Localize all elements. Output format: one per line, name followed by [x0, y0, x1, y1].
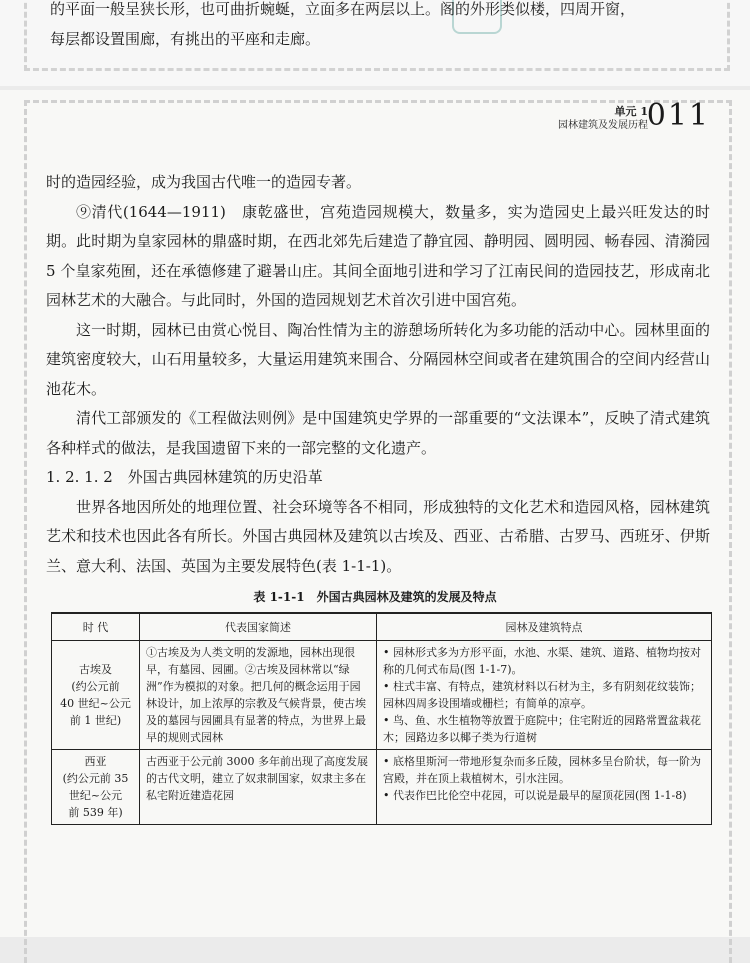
previous-page-strip [0, 0, 750, 86]
running-header [548, 104, 648, 133]
table-header-era: 时 代 [52, 613, 140, 641]
table-cell-era [52, 641, 140, 750]
era-line: (约公元前 [71, 680, 120, 693]
era-line: 世纪~公元 [68, 789, 123, 802]
table-cell-countries: 古西亚于公元前 3000 多年前出现了高度发展的古代文明，建立了奴隶制国家，奴隶主多在私宅附近建造花园 [140, 750, 377, 825]
feature-item: • 鸟、鱼、水生植物等放置于庭院中；住宅附近的园路常置盆栽花木；园路边多以椰子类为行道树 [383, 714, 701, 744]
feature-item: • 柱式丰富、有特点，建筑材料以石材为主，多有阴刻花纹装饰；园林四周多设围墙或栅栏；有简单的凉亭。 [383, 680, 701, 710]
unit-title: 园林建筑及发展历程 [558, 120, 648, 131]
table-cell-features [377, 750, 712, 825]
body-text [46, 168, 710, 581]
era-line: 前 1 世纪) [69, 714, 122, 727]
features-table [51, 612, 712, 825]
table-cell-features [377, 641, 712, 750]
table-header-countries: 代表国家简述 [140, 613, 377, 641]
era-line: 古埃及 [79, 663, 112, 676]
previous-page-line: 每层都设置围廊，有挑出的平座和走廊。 [50, 30, 321, 48]
era-line: 40 世纪~公元 [60, 697, 131, 710]
previous-page-text [50, 0, 740, 54]
paragraph: ⑨清代(1644—1911) 康乾盛世，宫苑造园规模大，数量多，实为造园史上最兴旺发达的时期。此时期为皇家园林的鼎盛时期，在西北郊先后建造了静宜园、静明园、圆明园、畅春园、清漪园 5 个皇家苑囿，还在承德修建了避暑山庄。其间全面地引进和学习了江南民间的造园技艺，形成南北园林艺术的大融合。与此同时，外国的造园规划艺术首次引进中国宫苑。 [46, 202, 710, 309]
feature-item: • 代表作巴比伦空中花园，可以说是最早的屋顶花园(图 1-1-8) [383, 789, 687, 802]
paragraph-continuation: 时的造园经验，成为我国古代唯一的造园专著。 [46, 173, 362, 191]
table-cell-era [52, 750, 140, 825]
table-cell-countries: ①古埃及为人类文明的发源地，园林出现很早，有墓园、园圃。②古埃及园林常以“绿洲”作为模拟的对象。把几何的概念运用于园林设计，加上浓厚的宗教及气候背景，使古埃及的墓园与园圃具有显著的特点，为世界上最早的规则式园林 [140, 641, 377, 750]
era-line: (约公元前 35 [62, 772, 129, 785]
paragraph: 世界各地因所处的地理位置、社会环境等各不相同，形成独特的文化艺术和造园风格，园林建筑艺术和技术也因此各有所长。外国古典园林及建筑以古埃及、西亚、古希腊、古罗马、西班牙、伊斯兰、意大利、法国、英国为主要发展特色(表 1-1-1)。 [46, 497, 710, 575]
feature-item: • 底格里斯河一带地形复杂而多丘陵，园林多呈台阶状，每一阶为宫殿，并在顶上栽植树木，引水注园。 [383, 755, 701, 785]
table-row [52, 641, 712, 750]
table-header-features: 园林及建筑特点 [377, 613, 712, 641]
previous-page-line: 的平面一般呈狭长形，也可曲折蜿蜒，立面多在两层以上。阁的外形类似楼，四周开窗， [50, 0, 636, 18]
feature-item: • 园林形式多为方形平面，水池、水渠、建筑、道路、植物均按对称的几何式布局(图 1-1-7)。 [383, 646, 701, 676]
era-line: 前 539 年) [68, 806, 123, 819]
era-line: 西亚 [84, 755, 107, 768]
page-number: 011 [646, 98, 710, 133]
table-caption: 表 1-1-1 外国古典园林及建筑的发展及特点 [253, 590, 497, 604]
section-title: 1. 2. 1. 2 外国古典园林建筑的历史沿革 [46, 468, 323, 486]
unit-label: 单元 1 [614, 105, 648, 118]
paragraph: 这一时期，园林已由赏心悦目、陶冶性情为主的游憩场所转化为多功能的活动中心。园林里面的建筑密度较大，山石用量较多，大量运用建筑来围合、分隔园林空间或者在建筑围合的空间内经营山池花木。 [46, 320, 710, 398]
table-row [52, 750, 712, 825]
paragraph: 清代工部颁发的《工程做法则例》是中国建筑史学界的一部重要的“文法课本”，反映了清式建筑各种样式的做法，是我国遗留下来的一部完整的文化遗产。 [46, 409, 710, 457]
